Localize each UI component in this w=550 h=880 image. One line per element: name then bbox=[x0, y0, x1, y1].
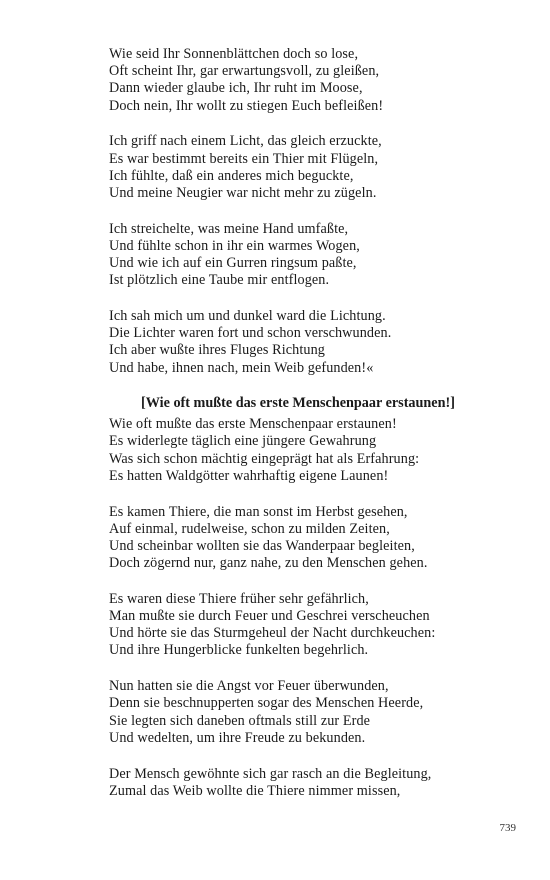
stanza bbox=[109, 678, 489, 747]
verse-line: Ich griff nach einem Licht, das gleich erzuckte, bbox=[109, 133, 382, 150]
verse-line: Zumal das Weib wollte die Thiere nimmer missen, bbox=[109, 782, 401, 799]
verse-line: Nun hatten sie die Angst vor Feuer überwunden, bbox=[109, 678, 389, 695]
poem-new bbox=[109, 395, 489, 800]
verse-line: Es war bestimmt bereits ein Thier mit Flügeln, bbox=[109, 150, 379, 167]
verse-line: Die Lichter waren fort und schon verschwunden. bbox=[109, 325, 392, 342]
stanza bbox=[109, 591, 489, 660]
verse-line: Der Mensch gewöhnte sich gar rasch an die Begleitung, bbox=[109, 765, 432, 782]
stanza bbox=[109, 221, 489, 290]
verse-line: Oft scheint Ihr, gar erwartungsvoll, zu gleißen, bbox=[109, 63, 380, 80]
page-body bbox=[109, 46, 489, 818]
poem-continued bbox=[109, 46, 489, 377]
verse-line: Doch zögernd nur, ganz nahe, zu den Menschen gehen. bbox=[109, 555, 428, 572]
verse-line: Ist plötzlich eine Taube mir entflogen. bbox=[109, 272, 330, 289]
poem-heading: [Wie oft mußte das erste Menschenpaar erstaunen!] bbox=[141, 395, 455, 412]
verse-line: Ich fühlte, daß ein anderes mich beguckte, bbox=[109, 167, 354, 184]
verse-line: Auf einmal, rudelweise, schon zu milden Zeiten, bbox=[109, 520, 390, 537]
verse-line: Ich sah mich um und dunkel ward die Lichtung. bbox=[109, 307, 386, 324]
verse-line: Es kamen Thiere, die man sonst im Herbst gesehen, bbox=[109, 503, 408, 520]
page-number: 739 bbox=[499, 822, 516, 834]
verse-line: Es waren diese Thiere früher sehr gefährlich, bbox=[109, 590, 369, 607]
verse-line: Und hörte sie das Sturmgeheul der Nacht durchkeuchen: bbox=[109, 625, 436, 642]
verse-line: Dann wieder glaube ich, Ihr ruht im Moose, bbox=[109, 80, 363, 97]
verse-line: Wie seid Ihr Sonnenblättchen doch so lose, bbox=[109, 46, 359, 62]
stanza bbox=[109, 133, 489, 202]
verse-line: Und fühlte schon in ihr ein warmes Wogen, bbox=[109, 237, 360, 254]
verse-line: Und wedelten, um ihre Freude zu bekunden. bbox=[109, 729, 366, 746]
stanza bbox=[109, 308, 489, 377]
stanza bbox=[109, 766, 489, 800]
verse-line: Und meine Neugier war nicht mehr zu zügeln. bbox=[109, 184, 377, 201]
verse-line: Denn sie beschnupperten sogar des Menschen Heerde, bbox=[109, 695, 424, 712]
verse-line: Sie legten sich daneben oftmals still zur Erde bbox=[109, 712, 371, 729]
verse-line: Und scheinbar wollten sie das Wanderpaar begleiten, bbox=[109, 537, 415, 554]
verse-line: Und habe, ihnen nach, mein Weib gefunden!« bbox=[109, 359, 374, 376]
verse-line: Man mußte sie durch Feuer und Geschrei verscheuchen bbox=[109, 608, 430, 625]
verse-line: Und wie ich auf ein Gurren ringsum paßte, bbox=[109, 255, 357, 272]
verse-line: Doch nein, Ihr wollt zu stiegen Euch befleißen! bbox=[109, 97, 384, 114]
verse-line: Und ihre Hungerblicke funkelten begehrlich. bbox=[109, 642, 369, 659]
stanza bbox=[109, 504, 489, 573]
stanza bbox=[109, 416, 489, 485]
verse-line: Ich streichelte, was meine Hand umfaßte, bbox=[109, 220, 349, 237]
verse-line: Ich aber wußte ihres Fluges Richtung bbox=[109, 342, 325, 359]
verse-line: Was sich schon mächtig eingeprägt hat als Erfahrung: bbox=[109, 450, 420, 467]
verse-line: Wie oft mußte das erste Menschenpaar erstaunen! bbox=[109, 416, 397, 433]
stanza bbox=[109, 46, 489, 115]
verse-line: Es hatten Waldgötter wahrhaftig eigene Launen! bbox=[109, 467, 389, 484]
verse-line: Es widerlegte täglich eine jüngere Gewahrung bbox=[109, 433, 377, 450]
